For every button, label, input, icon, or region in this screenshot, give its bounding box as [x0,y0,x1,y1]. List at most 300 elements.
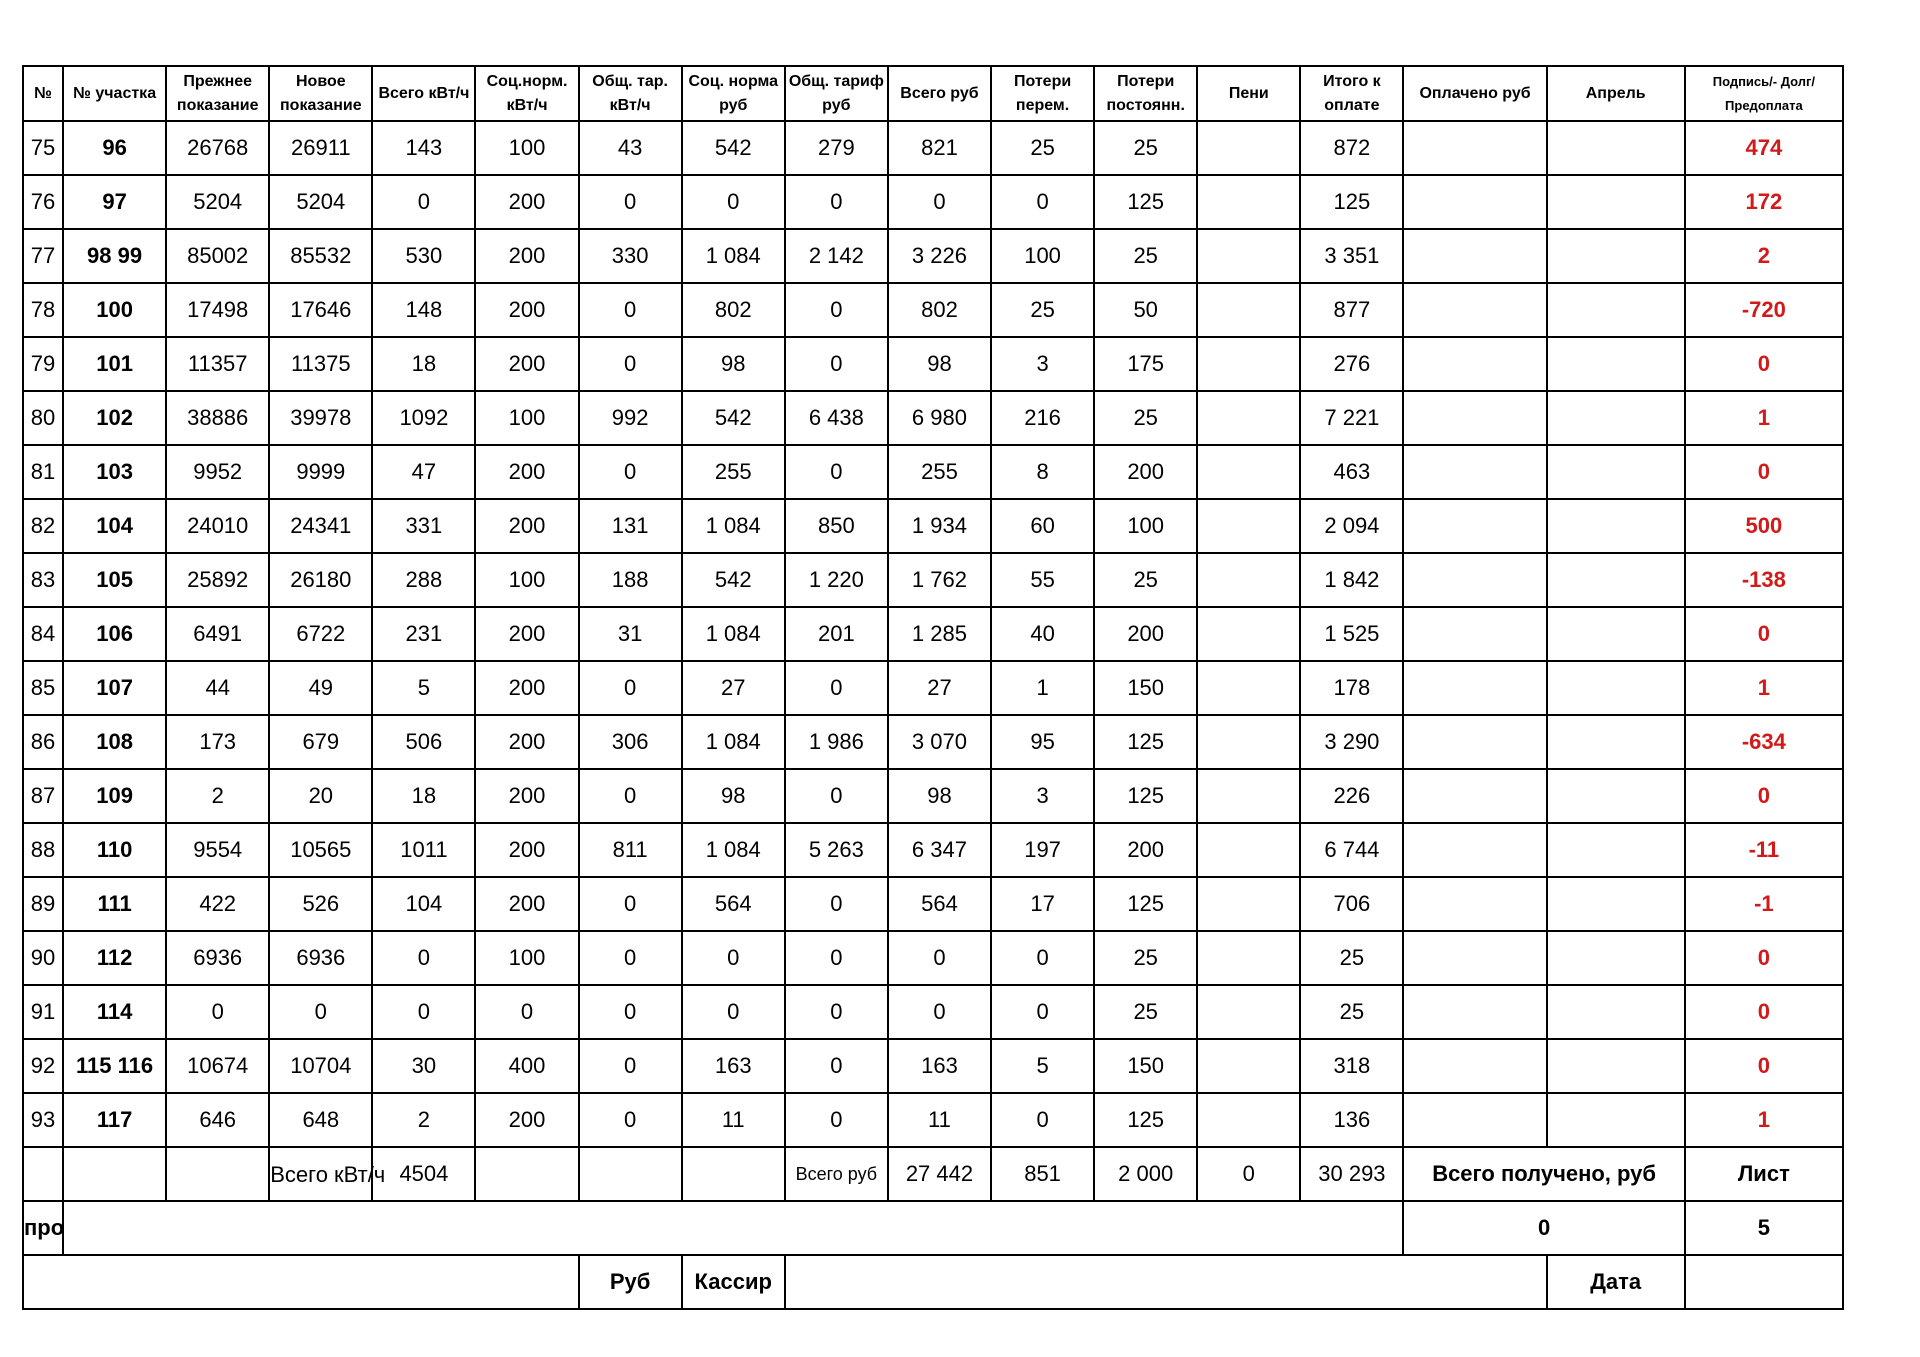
cell-new: 679 [269,715,372,769]
cell-soc-kwh: 200 [475,283,578,337]
totals-empty-soc [475,1147,578,1201]
column-header-3: Новое показание [269,66,372,121]
cell-loss-var: 0 [991,1093,1094,1147]
cell-kwh: 506 [372,715,475,769]
cell-new: 49 [269,661,372,715]
cell-kwh: 104 [372,877,475,931]
cell-soc-kwh: 200 [475,877,578,931]
cell-sig: -1 [1685,877,1843,931]
totals-due: 30 293 [1300,1147,1403,1201]
cell-plot: 97 [63,175,166,229]
cell-total-rub: 564 [888,877,991,931]
table-row [23,175,1843,229]
cell-fine [1197,229,1300,283]
column-header-12: Пени [1197,66,1300,121]
cell-due: 2 094 [1300,499,1403,553]
cell-soc-rub: 255 [682,445,785,499]
cell-april [1547,499,1685,553]
cell-april [1547,175,1685,229]
cell-prev: 11357 [166,337,269,391]
cell-new: 5204 [269,175,372,229]
cell-fine [1197,715,1300,769]
cell-soc-rub: 0 [682,931,785,985]
cell-sig: -634 [1685,715,1843,769]
cell-loss-var: 5 [991,1039,1094,1093]
cell-loss-var: 25 [991,283,1094,337]
cell-loss-const: 125 [1094,877,1197,931]
cell-loss-const: 25 [1094,391,1197,445]
cell-gen-kwh: 0 [579,877,682,931]
cell-total-rub: 0 [888,175,991,229]
cell-loss-var: 197 [991,823,1094,877]
cell-paid [1403,1039,1546,1093]
cell-soc-kwh: 100 [475,121,578,175]
cell-kwh: 30 [372,1039,475,1093]
data-rows [23,121,1843,1147]
cell-gen-kwh: 131 [579,499,682,553]
cell-soc-rub: 1 084 [682,499,785,553]
cell-prev: 38886 [166,391,269,445]
cell-sig: 0 [1685,931,1843,985]
cell-soc-rub: 98 [682,337,785,391]
cell-due: 178 [1300,661,1403,715]
cell-plot: 101 [63,337,166,391]
cell-gen-kwh: 0 [579,985,682,1039]
cell-kwh: 18 [372,337,475,391]
cell-april [1547,823,1685,877]
cell-loss-const: 100 [1094,499,1197,553]
cell-plot: 117 [63,1093,166,1147]
cell-plot: 103 [63,445,166,499]
cell-due: 7 221 [1300,391,1403,445]
cell-kwh: 331 [372,499,475,553]
cell-due: 463 [1300,445,1403,499]
cell-april [1547,337,1685,391]
cell-prev: 24010 [166,499,269,553]
cell-soc-kwh: 0 [475,985,578,1039]
cell-april [1547,391,1685,445]
cell-gen-kwh: 0 [579,175,682,229]
cell-n: 78 [23,283,63,337]
cell-gen-kwh: 330 [579,229,682,283]
column-header-4: Всего кВт/ч [372,66,475,121]
cell-total-rub: 1 762 [888,553,991,607]
cell-loss-const: 50 [1094,283,1197,337]
cell-soc-kwh: 200 [475,229,578,283]
cell-total-rub: 821 [888,121,991,175]
cell-plot: 115 116 [63,1039,166,1093]
cell-due: 3 290 [1300,715,1403,769]
cell-gen-kwh: 43 [579,121,682,175]
cell-soc-kwh: 100 [475,553,578,607]
cell-paid [1403,931,1546,985]
cell-n: 88 [23,823,63,877]
cell-prev: 25892 [166,553,269,607]
cell-paid [1403,175,1546,229]
cell-gen-rub: 0 [785,661,888,715]
cell-new: 10704 [269,1039,372,1093]
cell-n: 86 [23,715,63,769]
cell-new: 26911 [269,121,372,175]
cell-gen-kwh: 992 [579,391,682,445]
table-row [23,1093,1843,1147]
cell-loss-const: 25 [1094,931,1197,985]
cell-april [1547,877,1685,931]
totals-kwh: 4504 [372,1147,475,1201]
cell-kwh: 148 [372,283,475,337]
cell-paid [1403,283,1546,337]
cell-fine [1197,607,1300,661]
cell-gen-kwh: 811 [579,823,682,877]
cell-prev: 9554 [166,823,269,877]
column-header-5: Соц.норм. кВт/ч [475,66,578,121]
cell-loss-const: 25 [1094,985,1197,1039]
cell-n: 75 [23,121,63,175]
cell-loss-const: 125 [1094,1093,1197,1147]
cell-loss-const: 25 [1094,121,1197,175]
cell-n: 83 [23,553,63,607]
cell-paid [1403,337,1546,391]
cell-gen-rub: 1 986 [785,715,888,769]
table-row [23,931,1843,985]
cell-sig: 1 [1685,391,1843,445]
column-header-6: Общ. тар. кВт/ч [579,66,682,121]
cell-loss-var: 60 [991,499,1094,553]
column-header-10: Потери перем. [991,66,1094,121]
cell-kwh: 231 [372,607,475,661]
cell-due: 276 [1300,337,1403,391]
cell-loss-var: 25 [991,121,1094,175]
cell-plot: 106 [63,607,166,661]
cell-april [1547,931,1685,985]
cell-fine [1197,499,1300,553]
cell-loss-var: 55 [991,553,1094,607]
cell-new: 17646 [269,283,372,337]
cell-fine [1197,175,1300,229]
cell-soc-rub: 542 [682,121,785,175]
cell-sig: 0 [1685,337,1843,391]
cell-soc-rub: 542 [682,391,785,445]
cell-soc-rub: 27 [682,661,785,715]
cell-kwh: 0 [372,175,475,229]
cell-april [1547,229,1685,283]
cell-plot: 105 [63,553,166,607]
cell-sig: 474 [1685,121,1843,175]
cell-soc-rub: 1 084 [682,607,785,661]
cell-april [1547,283,1685,337]
cell-n: 79 [23,337,63,391]
received-value: 0 [1403,1201,1684,1255]
cell-sig: 0 [1685,985,1843,1039]
cell-paid [1403,607,1546,661]
cell-fine [1197,1039,1300,1093]
cell-due: 3 351 [1300,229,1403,283]
cell-plot: 107 [63,661,166,715]
cell-gen-rub: 2 142 [785,229,888,283]
cell-fine [1197,877,1300,931]
cell-n: 89 [23,877,63,931]
date-label: Дата [1547,1255,1685,1309]
cell-due: 6 744 [1300,823,1403,877]
cell-n: 85 [23,661,63,715]
cell-plot: 109 [63,769,166,823]
cell-april [1547,553,1685,607]
payment-sheet-table [22,65,1844,1310]
cell-plot: 96 [63,121,166,175]
column-header-9: Всего руб [888,66,991,121]
cell-due: 136 [1300,1093,1403,1147]
signature-blank [23,1255,579,1309]
column-header-14: Оплачено руб [1403,66,1546,121]
table-row [23,337,1843,391]
cell-soc-kwh: 400 [475,1039,578,1093]
cell-april [1547,445,1685,499]
cell-april [1547,121,1685,175]
cell-loss-const: 150 [1094,661,1197,715]
column-header-1: № участка [63,66,166,121]
cell-soc-rub: 1 084 [682,715,785,769]
cell-prev: 26768 [166,121,269,175]
cell-gen-rub: 5 263 [785,823,888,877]
cell-new: 0 [269,985,372,1039]
cell-gen-rub: 0 [785,877,888,931]
cell-gen-kwh: 0 [579,931,682,985]
cell-sig: 1 [1685,1093,1843,1147]
cell-gen-rub: 0 [785,337,888,391]
table-row [23,391,1843,445]
cell-fine [1197,823,1300,877]
cell-due: 1 842 [1300,553,1403,607]
cell-kwh: 5 [372,661,475,715]
cell-kwh: 143 [372,121,475,175]
cell-plot: 114 [63,985,166,1039]
cell-n: 80 [23,391,63,445]
cell-prev: 44 [166,661,269,715]
column-header-2: Прежнее показание [166,66,269,121]
cell-soc-kwh: 100 [475,391,578,445]
cell-plot: 100 [63,283,166,337]
cell-soc-rub: 1 084 [682,229,785,283]
cell-paid [1403,661,1546,715]
cell-new: 26180 [269,553,372,607]
signature-row [23,1255,1843,1309]
cell-gen-rub: 850 [785,499,888,553]
cell-gen-rub: 6 438 [785,391,888,445]
cell-plot: 104 [63,499,166,553]
cell-soc-rub: 0 [682,175,785,229]
cell-paid [1403,769,1546,823]
cell-gen-rub: 0 [785,445,888,499]
table-row [23,715,1843,769]
cell-fine [1197,769,1300,823]
totals-row [23,1147,1843,1201]
cell-prev: 6936 [166,931,269,985]
cell-sig: 0 [1685,445,1843,499]
cell-paid [1403,553,1546,607]
cell-total-rub: 255 [888,445,991,499]
table-row [23,823,1843,877]
cell-gen-kwh: 188 [579,553,682,607]
cell-kwh: 18 [372,769,475,823]
cell-prev: 646 [166,1093,269,1147]
summary-prefix: про [23,1201,63,1255]
totals-empty-socrub [682,1147,785,1201]
cell-plot: 111 [63,877,166,931]
cell-loss-var: 100 [991,229,1094,283]
table-row [23,229,1843,283]
cell-n: 93 [23,1093,63,1147]
column-header-15: Апрель [1547,66,1685,121]
date-field [1685,1255,1843,1309]
cell-loss-var: 3 [991,337,1094,391]
cell-soc-kwh: 200 [475,823,578,877]
cell-prev: 173 [166,715,269,769]
rub-label: Руб [579,1255,682,1309]
cell-sig: 500 [1685,499,1843,553]
cell-gen-kwh: 0 [579,283,682,337]
cell-due: 706 [1300,877,1403,931]
cell-gen-kwh: 31 [579,607,682,661]
cell-sig: -720 [1685,283,1843,337]
totals-loss-const: 2 000 [1094,1147,1197,1201]
cell-paid [1403,499,1546,553]
cell-total-rub: 98 [888,337,991,391]
totals-empty-plot [63,1147,166,1201]
cell-gen-rub: 0 [785,1039,888,1093]
cell-soc-rub: 1 084 [682,823,785,877]
cell-new: 39978 [269,391,372,445]
cell-sig: 2 [1685,229,1843,283]
cell-soc-kwh: 100 [475,931,578,985]
cell-new: 9999 [269,445,372,499]
cell-fine [1197,121,1300,175]
cell-due: 872 [1300,121,1403,175]
cell-paid [1403,1093,1546,1147]
cell-prev: 10674 [166,1039,269,1093]
cell-soc-rub: 98 [682,769,785,823]
cell-fine [1197,337,1300,391]
cell-sig: 0 [1685,607,1843,661]
cell-new: 648 [269,1093,372,1147]
cell-plot: 110 [63,823,166,877]
cell-prev: 422 [166,877,269,931]
cell-total-rub: 3 226 [888,229,991,283]
cell-soc-rub: 0 [682,985,785,1039]
cell-gen-rub: 0 [785,1093,888,1147]
cell-kwh: 288 [372,553,475,607]
cell-gen-kwh: 0 [579,769,682,823]
cell-loss-var: 3 [991,769,1094,823]
cell-total-rub: 3 070 [888,715,991,769]
cell-due: 226 [1300,769,1403,823]
cell-loss-const: 25 [1094,229,1197,283]
cell-april [1547,715,1685,769]
cell-sig: 1 [1685,661,1843,715]
table-row [23,1039,1843,1093]
cell-loss-var: 1 [991,661,1094,715]
cell-due: 125 [1300,175,1403,229]
cell-due: 25 [1300,985,1403,1039]
sheet-number: 5 [1685,1201,1843,1255]
cell-prev: 85002 [166,229,269,283]
cell-fine [1197,931,1300,985]
cell-april [1547,1039,1685,1093]
cell-soc-kwh: 200 [475,337,578,391]
cell-n: 77 [23,229,63,283]
cell-soc-kwh: 200 [475,175,578,229]
cell-prev: 2 [166,769,269,823]
cell-n: 82 [23,499,63,553]
column-header-13: Итого к оплате [1300,66,1403,121]
cell-n: 81 [23,445,63,499]
table-row [23,553,1843,607]
header-row [23,66,1843,121]
cell-loss-var: 40 [991,607,1094,661]
cell-n: 87 [23,769,63,823]
cell-new: 526 [269,877,372,931]
cell-n: 90 [23,931,63,985]
column-header-16: Подпись/- Долг/Предоплата [1685,66,1843,121]
cell-loss-const: 125 [1094,175,1197,229]
table-row [23,445,1843,499]
cell-fine [1197,445,1300,499]
totals-empty-n [23,1147,63,1201]
cell-total-rub: 1 934 [888,499,991,553]
cell-plot: 98 99 [63,229,166,283]
column-header-0: № [23,66,63,121]
table-row [23,607,1843,661]
cell-april [1547,607,1685,661]
summary-row [23,1201,1843,1255]
cell-due: 318 [1300,1039,1403,1093]
cell-plot: 112 [63,931,166,985]
cell-soc-kwh: 200 [475,1093,578,1147]
cell-total-rub: 6 980 [888,391,991,445]
cashier-label: Кассир [682,1255,785,1309]
table-row [23,661,1843,715]
cell-fine [1197,1093,1300,1147]
cell-gen-kwh: 0 [579,337,682,391]
cell-loss-const: 200 [1094,607,1197,661]
totals-empty-gen [579,1147,682,1201]
totals-fine: 0 [1197,1147,1300,1201]
cell-soc-rub: 163 [682,1039,785,1093]
totals-kwh-label: Всего кВт/ч [269,1147,372,1201]
received-label: Всего получено, руб [1403,1147,1684,1201]
cell-soc-rub: 11 [682,1093,785,1147]
cell-total-rub: 98 [888,769,991,823]
cell-loss-const: 200 [1094,445,1197,499]
cell-soc-kwh: 200 [475,661,578,715]
cell-paid [1403,823,1546,877]
cell-loss-var: 216 [991,391,1094,445]
cell-plot: 102 [63,391,166,445]
cell-prev: 6491 [166,607,269,661]
column-header-11: Потери постоянн. [1094,66,1197,121]
cell-new: 11375 [269,337,372,391]
totals-empty-prev [166,1147,269,1201]
cell-loss-const: 25 [1094,553,1197,607]
table-row [23,985,1843,1039]
cell-new: 6936 [269,931,372,985]
cell-loss-const: 150 [1094,1039,1197,1093]
cell-fine [1197,661,1300,715]
cell-sig: 0 [1685,769,1843,823]
cell-loss-var: 0 [991,931,1094,985]
cell-paid [1403,121,1546,175]
cell-total-rub: 802 [888,283,991,337]
cell-total-rub: 163 [888,1039,991,1093]
